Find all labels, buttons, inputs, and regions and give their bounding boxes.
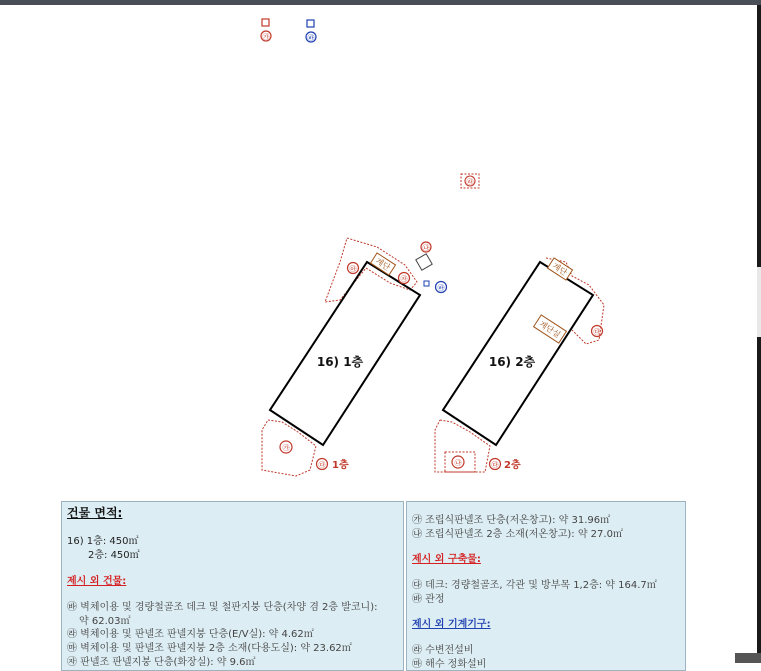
building-2f-label: 16) 2층: [488, 355, 536, 369]
struct-line-1: ㉰ 데크: 경량철골조, 각관 및 방부목 1,2층: 약 164.7㎡: [412, 580, 657, 591]
struct-title: 제시 외 구축물:: [412, 554, 481, 565]
marker-cha: ㉵: [349, 265, 357, 273]
marker-ga-top: ㉮: [262, 33, 270, 41]
building-1f-outline: [270, 262, 420, 445]
equip-title: 제시 외 기계기구:: [412, 619, 491, 630]
marker-ma: ㉱: [466, 178, 474, 186]
stairs-room-label: 계단실: [537, 319, 562, 340]
building-1f-label: 16) 1층: [316, 355, 364, 369]
corner-widget: [735, 653, 761, 663]
small-box-ev: [416, 254, 432, 270]
floor-tag-1: 1층: [332, 460, 349, 471]
right-line-1: ㉮ 조립식판넬조 단층(저온창고): 약 31.96㎡: [412, 515, 611, 526]
marker-ra-2f-floor: ㉰: [491, 461, 499, 469]
marker-ka: ㉶: [400, 275, 408, 283]
marker-box-ba-top: [307, 20, 314, 27]
small-box-ba: [424, 281, 429, 286]
marker-ba-top: ㉳: [307, 34, 315, 42]
area-title: 건물 면적:: [67, 506, 123, 520]
marker-box-ga-top: [262, 19, 269, 26]
extra-item-4: ㉶ 판넬조 판넬지붕 단층(화장실): 약 9.6㎡: [67, 657, 256, 668]
floor-tag-2: 2층: [504, 460, 521, 471]
marker-ba-mid: ㉳: [437, 284, 445, 292]
equip-line-2: ㉲ 해수 정화설비: [412, 659, 487, 670]
marker-ra-1f: ㉰: [318, 461, 326, 469]
extra-item-3: ㉲ 벽체이용 및 판넬조 판넬지붕 2층 소재(다용도실): 약 23.62㎡: [67, 643, 352, 654]
marker-da-2f: ㉯: [454, 459, 462, 467]
building-2f-outline: [443, 262, 593, 445]
extra-structures-panel: [406, 501, 686, 671]
extra-item-1: ㉳ 벽체이용 및 경량철골조 데크 및 철판지붕 단층(차양 겸 2층 발코니):: [67, 602, 378, 613]
marker-ga-1f: ㉮: [282, 444, 290, 452]
equip-line-1: ㉱ 수변전설비: [412, 645, 474, 656]
storage-outline-2f: [435, 420, 490, 472]
deck-outline-1f: [325, 238, 417, 302]
building-area-panel: [61, 501, 404, 671]
extra-building-title: 제시 외 건물:: [67, 576, 127, 587]
extra-item-1b: 약 62.03㎡: [79, 616, 131, 627]
stairs-label-2: 계단: [550, 261, 569, 278]
stairs-label-1: 계단: [373, 256, 392, 273]
area-line-2: 2층: 450㎡: [88, 550, 140, 561]
window-right-edge: [757, 5, 761, 663]
right-line-2: ㉯ 조립식판넬조 2층 소재(저온창고): 약 27.0㎡: [412, 529, 623, 540]
area-line-1: 16) 1층: 450㎡: [67, 536, 139, 547]
struct-line-2: ㉳ 관정: [412, 594, 445, 605]
marker-na-top: ㉯: [422, 244, 430, 252]
extra-item-2: ㉱ 벽체이용 및 판넬조 판넬지붕 단층(E/V실): 약 4.62㎡: [67, 629, 314, 640]
marker-ra-2f: ㉰: [593, 328, 601, 336]
